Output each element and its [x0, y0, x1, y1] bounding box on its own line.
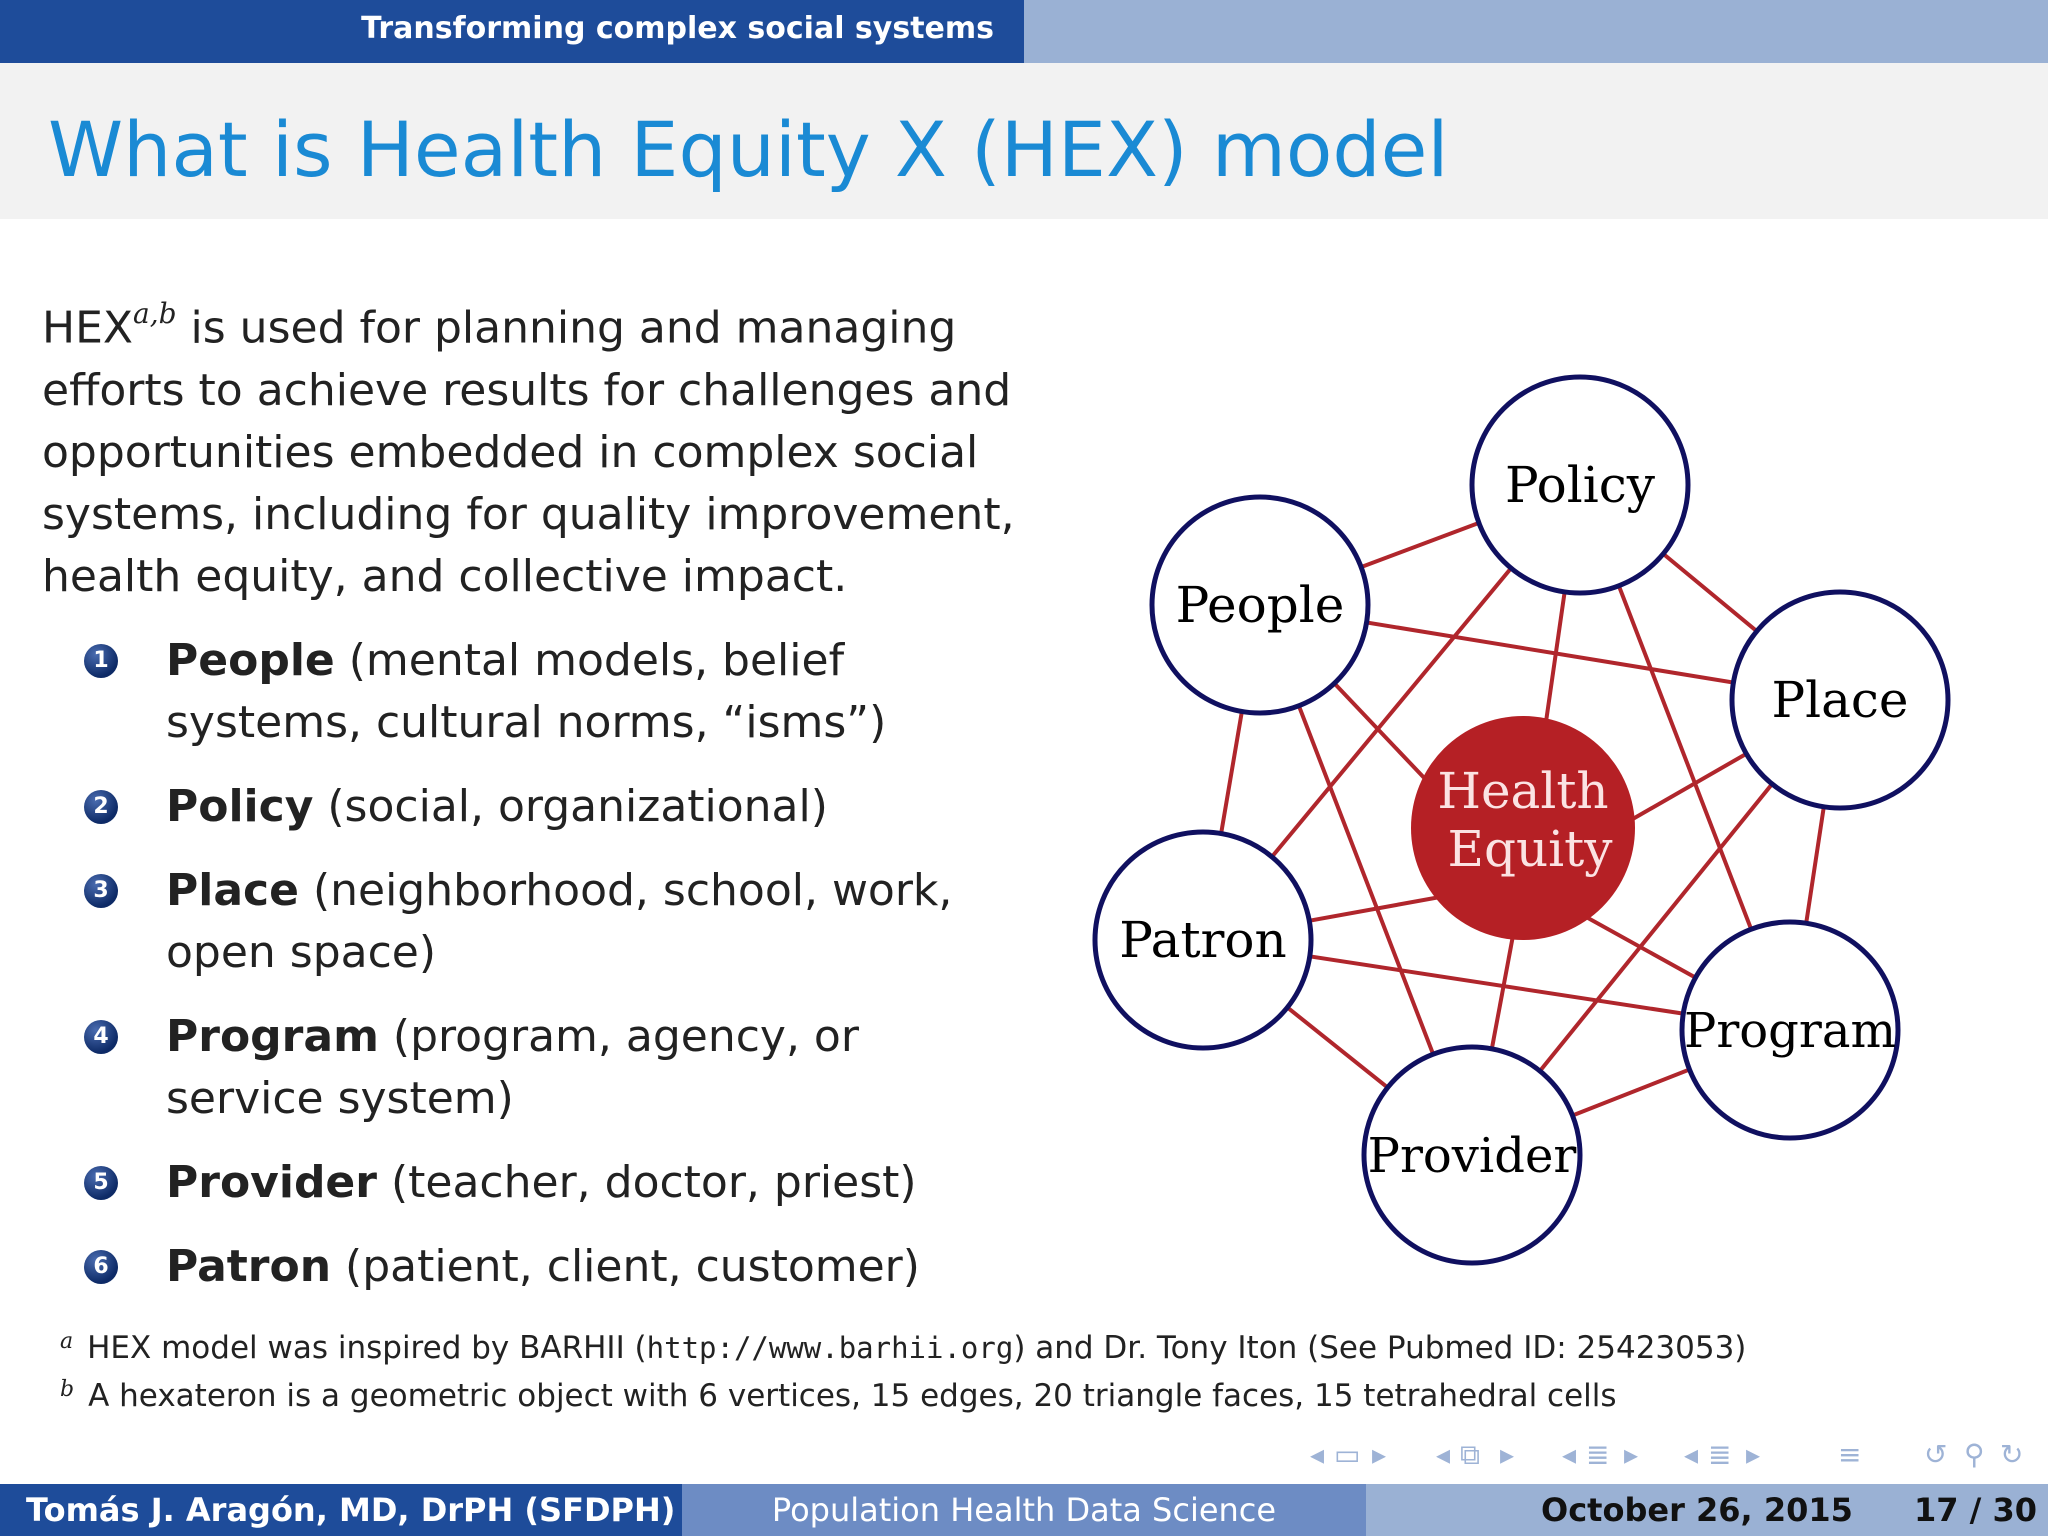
nav-section-icon[interactable]: ≣ — [1708, 1438, 1732, 1471]
node-label-patron: Patron — [1119, 911, 1287, 969]
item-desc: (teacher, doctor, priest) — [376, 1157, 917, 1208]
list-item-text — [166, 1236, 1026, 1298]
footnote-b — [60, 1378, 1617, 1414]
list-number-3: 3 — [84, 874, 118, 908]
footer-author: Tomás J. Aragón, MD, DrPH (SFDPH) — [0, 1484, 682, 1536]
footnote-url[interactable]: http://www.barhii.org — [646, 1331, 1014, 1365]
center-label-line2: Equity — [1447, 820, 1613, 878]
footer-right — [1366, 1484, 2048, 1536]
list-number-2: 2 — [84, 790, 118, 824]
node-label-policy: Policy — [1505, 456, 1655, 514]
center-node — [1411, 716, 1635, 940]
list-item-text — [166, 776, 1026, 838]
slide-title: What is Health Equity X (HEX) model — [48, 105, 1449, 194]
footer — [0, 1484, 2048, 1536]
footer-page-number: 17 / 30 — [1914, 1491, 2038, 1529]
node-place — [1732, 592, 1948, 808]
node-label-place: Place — [1771, 671, 1909, 729]
nav-prev-slide-icon[interactable]: ◂ — [1310, 1438, 1325, 1471]
node-label-program: Program — [1684, 1003, 1896, 1059]
list-number-4: 4 — [84, 1020, 118, 1054]
nav-next-subsection-icon[interactable]: ▸ — [1624, 1438, 1639, 1471]
item-name: Patron — [166, 1241, 332, 1292]
list-item-text — [166, 1152, 1026, 1214]
nav-prev-subsection-icon[interactable]: ◂ — [1562, 1438, 1577, 1471]
nav-toc-icon[interactable]: ≡ — [1838, 1438, 1862, 1471]
intro-text: is used for planning and managing efforts to achieve results for challenges and opportunities embedded in complex social systems, including for quality improvement, health equity, and collective impact. — [42, 302, 1015, 602]
center-label-line1: Health — [1437, 762, 1609, 820]
item-name: Policy — [166, 781, 314, 832]
footer-course: Population Health Data Science — [682, 1484, 1366, 1536]
item-desc: (patient, client, customer) — [331, 1241, 920, 1292]
node-policy — [1472, 377, 1688, 593]
intro-paragraph — [42, 287, 1022, 608]
nav-back-icon[interactable]: ↺ — [1924, 1438, 1948, 1471]
footnote-text: A hexateron is a geometric object with 6 vertices, 15 edges, 20 triangle faces, 15 tetrahedral cells — [88, 1378, 1617, 1414]
node-patron — [1095, 832, 1311, 1048]
item-desc: (neighborhood, school, work, open space) — [166, 865, 953, 978]
list-number-5: 5 — [84, 1166, 118, 1200]
item-desc: (social, organizational) — [313, 781, 828, 832]
nav-prev-frame-icon[interactable]: ◂ — [1436, 1438, 1451, 1471]
node-label-provider: Provider — [1367, 1128, 1577, 1184]
footnote-mark: a — [60, 1329, 74, 1354]
footnote-text: HEX model was inspired by BARHII ( — [87, 1330, 647, 1366]
nav-next-slide-icon[interactable]: ▸ — [1372, 1438, 1387, 1471]
intro-footnote-marks: a,b — [133, 297, 177, 330]
top-bar — [0, 0, 2048, 63]
footnote-text: ) and Dr. Tony Iton (See Pubmed ID: 25423053) — [1013, 1330, 1747, 1366]
nav-prev-section-icon[interactable]: ◂ — [1684, 1438, 1699, 1471]
nav-next-section-icon[interactable]: ▸ — [1746, 1438, 1761, 1471]
nav-forward-icon[interactable]: ↻ — [2000, 1438, 2024, 1471]
list-item-text — [166, 630, 1026, 754]
item-name: Program — [166, 1011, 379, 1062]
beamer-navigation — [1310, 1438, 2040, 1478]
item-name: People — [166, 635, 335, 686]
nav-frame-icon[interactable]: ⧉ — [1460, 1438, 1480, 1471]
node-program — [1682, 922, 1898, 1138]
nav-slide-icon[interactable]: ▭ — [1334, 1438, 1361, 1471]
node-people — [1152, 497, 1368, 713]
node-label-people: People — [1175, 576, 1345, 634]
item-name: Provider — [166, 1157, 377, 1208]
item-desc: (program, agency, or service system) — [166, 1011, 859, 1124]
item-desc: (mental models, belief systems, cultural norms, “isms”) — [166, 635, 887, 748]
intro-lead: HEX — [42, 302, 134, 354]
top-bar-left — [0, 0, 1024, 63]
nav-subsection-icon[interactable]: ≣ — [1586, 1438, 1610, 1471]
list-item-text — [166, 1006, 1026, 1130]
title-band — [0, 63, 2048, 219]
section-title: Transforming complex social systems — [361, 11, 994, 46]
top-bar-right — [1024, 0, 2048, 63]
hex-diagram — [1080, 360, 1980, 1290]
footer-date: October 26, 2015 — [1541, 1491, 1853, 1529]
footnote-a — [60, 1330, 1746, 1366]
footnote-mark: b — [60, 1377, 75, 1402]
list-number-6: 6 — [84, 1250, 118, 1284]
nav-search-icon[interactable]: ⚲ — [1964, 1438, 1985, 1471]
nav-next-frame-icon[interactable]: ▸ — [1500, 1438, 1515, 1471]
list-number-1: 1 — [84, 644, 118, 678]
item-name: Place — [166, 865, 299, 916]
node-provider — [1364, 1047, 1580, 1263]
list-item-text — [166, 860, 1026, 984]
